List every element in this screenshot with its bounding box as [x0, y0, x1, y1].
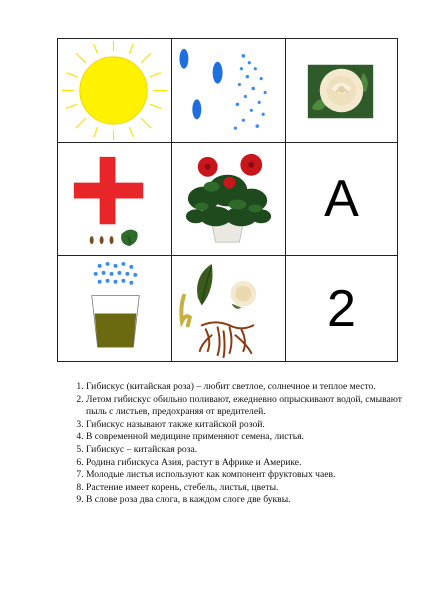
fact-item: 4. В современной медицине применяют семена, листья.	[86, 431, 406, 444]
sun-icon	[58, 39, 171, 142]
white-rose-photo	[286, 39, 397, 142]
fact-item: 9. В слове роза два слога, в каждом слоге две буквы.	[86, 494, 406, 507]
cell-cross	[58, 143, 172, 256]
cell-letter	[286, 143, 398, 256]
red-cross-icon	[58, 143, 171, 255]
fact-item: 3. Гибискус называют также китайской розой.	[86, 419, 406, 432]
cell-watering	[58, 256, 172, 362]
fact-item: 5. Гибискус – китайская роза.	[86, 444, 406, 457]
fact-item: 8. Растение имеет корень, стебель, листья, цветы.	[86, 482, 406, 495]
cell-plant-parts	[172, 256, 286, 362]
cell-rain	[172, 39, 286, 143]
cell-sun	[58, 39, 172, 143]
hibiscus-plant-photo	[172, 143, 285, 255]
fact-item: 7. Молодые листья используют как компонент фруктовых чаев.	[86, 469, 406, 482]
rain-drops-icon	[172, 39, 285, 142]
facts-list	[66, 381, 406, 507]
picture-grid	[57, 38, 398, 362]
plant-parts-icon	[172, 256, 285, 361]
cell-hibiscus-plant	[172, 143, 286, 256]
cell-number	[286, 256, 398, 362]
fact-item: 1. Гибискус (китайская роза) – любит светлое, солнечное и теплое место.	[86, 381, 406, 394]
cell-white-rose	[286, 39, 398, 143]
fact-item: 6. Родина гибискуса Азия, растут в Африке и Америке.	[86, 457, 406, 470]
fact-item: 2. Летом гибискус обильно поливают, ежедневно опрыскивают водой, смывают пыль с листьев, предохраняя от вредителей.	[86, 394, 406, 419]
number-two: 2	[327, 279, 356, 338]
watering-glass-icon	[58, 256, 171, 361]
letter-a: А	[324, 170, 359, 228]
